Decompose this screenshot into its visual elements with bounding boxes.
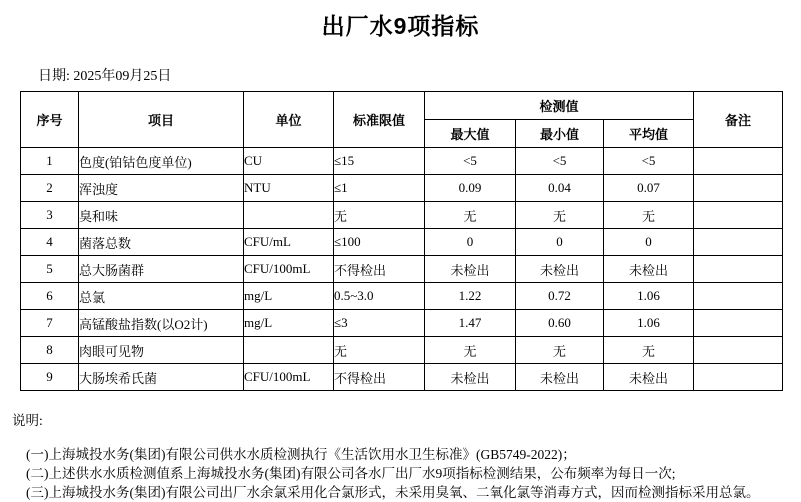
row-min: 无 bbox=[516, 202, 604, 229]
col-header-unit: 单位 bbox=[244, 92, 334, 148]
col-header-max: 最大值 bbox=[425, 120, 516, 148]
row-remark bbox=[694, 148, 783, 175]
row-max: <5 bbox=[425, 148, 516, 175]
row-min: 0 bbox=[516, 229, 604, 256]
row-no: 8 bbox=[21, 337, 79, 364]
row-no: 3 bbox=[21, 202, 79, 229]
row-unit: mg/L bbox=[244, 283, 334, 310]
row-item: 大肠埃希氏菌 bbox=[79, 364, 244, 391]
row-no: 6 bbox=[21, 283, 79, 310]
row-limit: 无 bbox=[334, 337, 425, 364]
row-remark bbox=[694, 364, 783, 391]
water-quality-table bbox=[20, 91, 783, 391]
row-item: 菌落总数 bbox=[79, 229, 244, 256]
row-unit: CFU/mL bbox=[244, 229, 334, 256]
table-row bbox=[21, 283, 783, 310]
col-header-remark: 备注 bbox=[694, 92, 783, 148]
row-remark bbox=[694, 256, 783, 283]
row-no: 2 bbox=[21, 175, 79, 202]
row-avg: 无 bbox=[604, 202, 694, 229]
row-avg: 无 bbox=[604, 337, 694, 364]
row-limit: 不得检出 bbox=[334, 256, 425, 283]
row-avg: 1.06 bbox=[604, 283, 694, 310]
row-item: 总氯 bbox=[79, 283, 244, 310]
row-min: <5 bbox=[516, 148, 604, 175]
table-row bbox=[21, 148, 783, 175]
row-max: 无 bbox=[425, 202, 516, 229]
row-remark bbox=[694, 283, 783, 310]
row-item: 总大肠菌群 bbox=[79, 256, 244, 283]
row-max: 1.22 bbox=[425, 283, 516, 310]
col-header-limit: 标准限值 bbox=[334, 92, 425, 148]
row-max: 0.09 bbox=[425, 175, 516, 202]
row-limit: ≤1 bbox=[334, 175, 425, 202]
row-max: 1.47 bbox=[425, 310, 516, 337]
row-avg: <5 bbox=[604, 148, 694, 175]
page bbox=[0, 8, 801, 500]
row-limit: 0.5~3.0 bbox=[334, 283, 425, 310]
row-limit: ≤3 bbox=[334, 310, 425, 337]
table-row bbox=[21, 364, 783, 391]
row-item: 高锰酸盐指数(以O2计) bbox=[79, 310, 244, 337]
col-header-item: 项目 bbox=[79, 92, 244, 148]
row-avg: 0 bbox=[604, 229, 694, 256]
notes-section bbox=[12, 409, 801, 502]
row-limit: ≤15 bbox=[334, 148, 425, 175]
notes-heading: 说明: bbox=[12, 413, 43, 428]
row-no: 7 bbox=[21, 310, 79, 337]
row-unit: CU bbox=[244, 148, 334, 175]
table-row bbox=[21, 256, 783, 283]
row-limit: ≤100 bbox=[334, 229, 425, 256]
row-unit bbox=[244, 337, 334, 364]
row-max: 未检出 bbox=[425, 256, 516, 283]
row-no: 1 bbox=[21, 148, 79, 175]
row-remark bbox=[694, 337, 783, 364]
row-unit: mg/L bbox=[244, 310, 334, 337]
row-unit: CFU/100mL bbox=[244, 256, 334, 283]
row-avg: 0.07 bbox=[604, 175, 694, 202]
row-limit: 无 bbox=[334, 202, 425, 229]
row-item: 色度(铂钴色度单位) bbox=[79, 148, 244, 175]
row-item: 浑浊度 bbox=[79, 175, 244, 202]
row-unit: CFU/100mL bbox=[244, 364, 334, 391]
table-row bbox=[21, 202, 783, 229]
row-max: 0 bbox=[425, 229, 516, 256]
row-max: 未检出 bbox=[425, 364, 516, 391]
table-row bbox=[21, 310, 783, 337]
row-limit: 不得检出 bbox=[334, 364, 425, 391]
date-label: 日期: 2025年09月25日 bbox=[38, 69, 172, 84]
note-item-2: (二)上述供水水质检测值系上海城投水务(集团)有限公司各水厂出厂水9项指标检测结果，公布频率为每日一次; bbox=[26, 466, 676, 481]
table-row bbox=[21, 175, 783, 202]
col-header-detection: 检测值 bbox=[425, 92, 694, 120]
row-no: 4 bbox=[21, 229, 79, 256]
row-remark bbox=[694, 310, 783, 337]
row-min: 0.72 bbox=[516, 283, 604, 310]
row-min: 0.60 bbox=[516, 310, 604, 337]
table-row bbox=[21, 229, 783, 256]
row-min: 0.04 bbox=[516, 175, 604, 202]
row-remark bbox=[694, 175, 783, 202]
row-unit: NTU bbox=[244, 175, 334, 202]
row-max: 无 bbox=[425, 337, 516, 364]
table-row bbox=[21, 337, 783, 364]
row-remark bbox=[694, 202, 783, 229]
row-item: 肉眼可见物 bbox=[79, 337, 244, 364]
header-row-top bbox=[21, 92, 783, 120]
row-avg: 1.06 bbox=[604, 310, 694, 337]
row-avg: 未检出 bbox=[604, 364, 694, 391]
row-unit bbox=[244, 202, 334, 229]
row-no: 5 bbox=[21, 256, 79, 283]
col-header-avg: 平均值 bbox=[604, 120, 694, 148]
row-min: 无 bbox=[516, 337, 604, 364]
col-header-no: 序号 bbox=[21, 92, 79, 148]
page-title: 出厂水9项指标 bbox=[321, 13, 480, 39]
row-item: 臭和味 bbox=[79, 202, 244, 229]
note-item-1: (一)上海城投水务(集团)有限公司供水水质检测执行《生活饮用水卫生标准》(GB5749-2022)； bbox=[26, 447, 576, 462]
row-avg: 未检出 bbox=[604, 256, 694, 283]
row-no: 9 bbox=[21, 364, 79, 391]
row-min: 未检出 bbox=[516, 256, 604, 283]
row-min: 未检出 bbox=[516, 364, 604, 391]
row-remark bbox=[694, 229, 783, 256]
note-item-3: (三)上海城投水务(集团)有限公司出厂水余氯采用化合氯形式，未采用臭氧、二氧化氯等消毒方式，因而检测指标采用总氯。 bbox=[26, 485, 760, 500]
col-header-min: 最小值 bbox=[516, 120, 604, 148]
